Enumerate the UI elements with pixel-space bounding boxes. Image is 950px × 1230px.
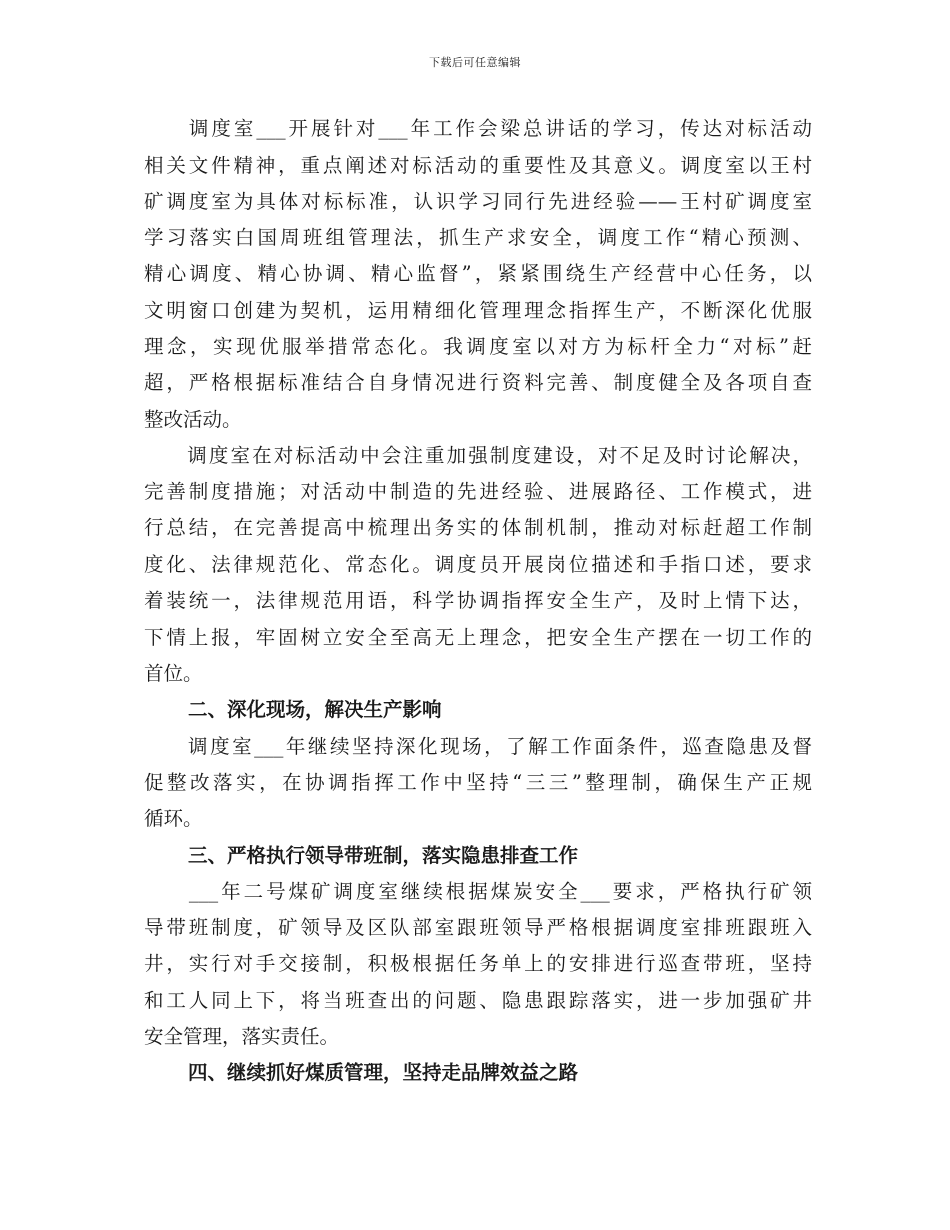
paragraph-line: 下情上报，牢固树立安全至高无上理念，把安全生产摆在一切工作的 [144,626,812,649]
paragraph-line: 调度室___开展针对___年工作会梁总讲话的学习，传达对标活动 [144,117,812,140]
paragraph-line: 着装统一，法律规范用语，科学协调指挥安全生产，及时上情下达， [144,589,812,612]
paragraph-line: 调度室在对标活动中会注重加强制度建设，对不足及时讨论解决， [144,444,812,467]
paragraph-line: 超，严格根据标准结合自身情况进行资料完善、制度健全及各项自查 [144,371,812,394]
paragraph-line: 整改活动。 [144,408,242,431]
page-header: 下载后可任意编辑 [429,56,521,69]
paragraph-line: 循环。 [144,807,203,830]
paragraph-line: 促整改落实，在协调指挥工作中坚持“三三”整理制，确保生产正规 [144,771,812,794]
paragraph-line: 矿调度室为具体对标标准，认识学习同行先进经验——王村矿调度室 [144,190,812,213]
paragraph-line: 相关文件精神，重点阐述对标活动的重要性及其意义。调度室以王村 [144,154,812,177]
paragraph-line: 导带班制度，矿领导及区队部室跟班领导严格根据调度室排班跟班入 [144,916,812,939]
paragraph-line: 调度室___年继续坚持深化现场，了解工作面条件，巡查隐患及督 [144,735,812,758]
paragraph-line: 度化、法律规范化、常态化。调度员开展岗位描述和手指口述，要求 [144,553,812,576]
paragraph-line: 完善制度措施；对活动中制造的先进经验、进展路径、工作模式，进 [144,480,812,503]
paragraph-line: 精心调度、精心协调、精心监督”，紧紧围绕生产经营中心任务，以 [144,262,812,285]
paragraph-line: 学习落实白国周班组管理法，抓生产求安全，调度工作“精心预测、 [144,226,812,249]
paragraph-line: 安全管理，落实责任。 [144,1025,340,1048]
paragraph-line: 理念，实现优服举措常态化。我调度室以对方为标杆全力“对标”赶 [144,335,812,358]
paragraph-line: ___年二号煤矿调度室继续根据煤炭安全___要求，严格执行矿领 [144,880,812,903]
paragraph-line: 和工人同上下，将当班查出的问题、隐患跟踪落实，进一步加强矿井 [144,989,812,1012]
section-heading: 四、继续抓好煤质管理，坚持走品牌效益之路 [188,1061,579,1084]
paragraph-line: 文明窗口创建为契机，运用精细化管理理念指挥生产，不断深化优服 [144,299,812,322]
section-heading: 三、严格执行领导带班制，落实隐患排查工作 [188,844,579,867]
paragraph-line: 首位。 [144,662,203,685]
paragraph-line: 行总结，在完善提高中梳理出务实的体制机制，推动对标赶超工作制 [144,516,812,539]
paragraph-line: 井，实行对手交接制，积极根据任务单上的安排进行巡查带班，坚持 [144,952,812,975]
section-heading: 二、深化现场，解决生产影响 [188,698,442,721]
